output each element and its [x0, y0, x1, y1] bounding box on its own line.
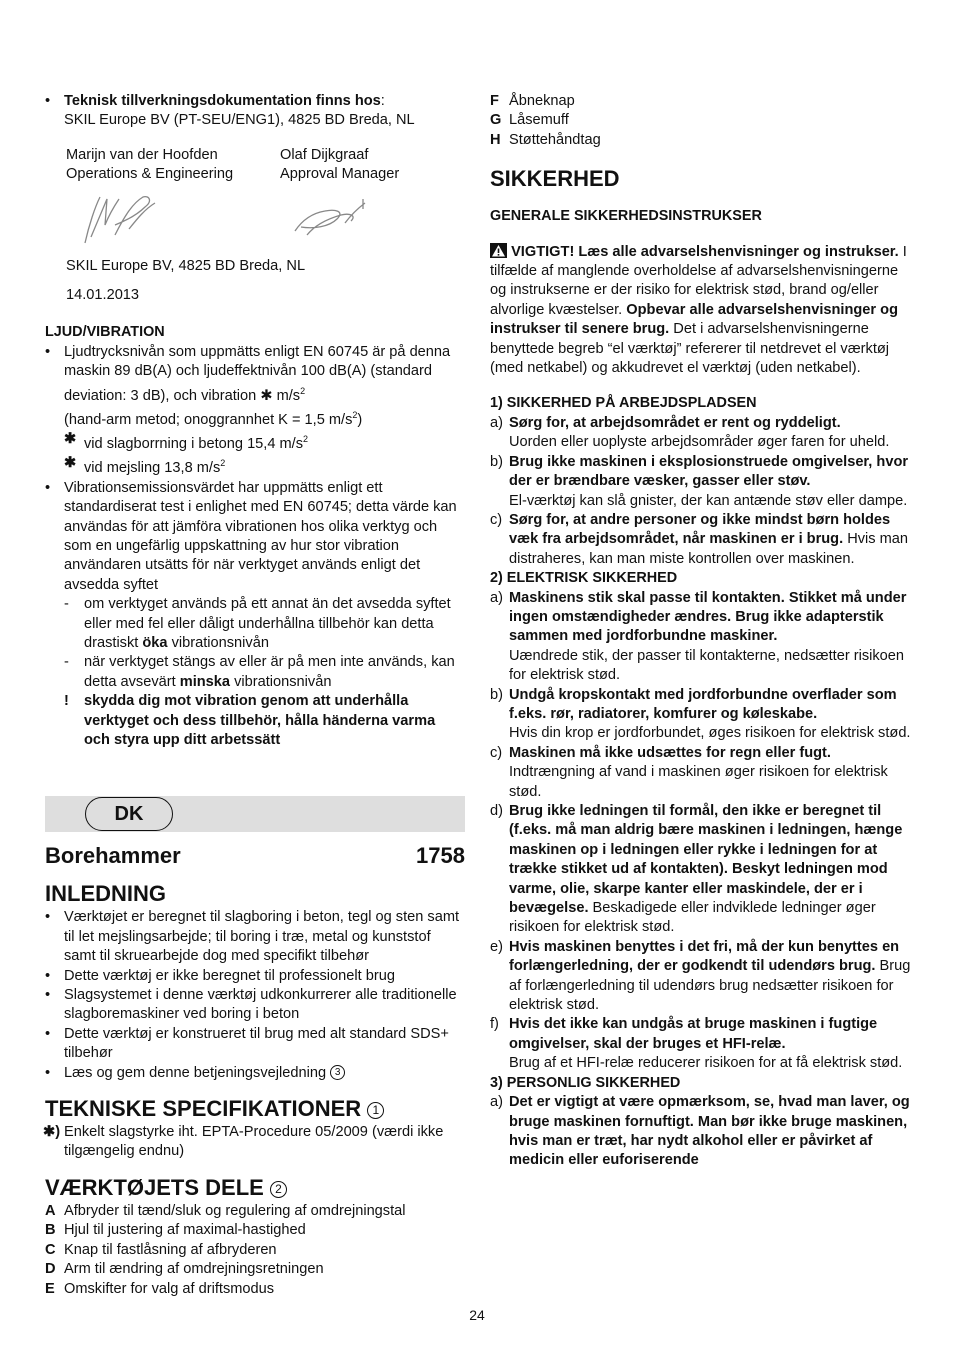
- signature1-icon: [85, 196, 155, 242]
- ljud-dash-2: - när verktyget stängs av eller är på men inte används, kan detta avsevärt minska vibrationsnivån: [64, 654, 455, 690]
- list-item: H Støttehåndtag: [490, 131, 601, 148]
- list-item: D Arm til ændring af omdrejningsretningen: [45, 1261, 324, 1278]
- asterisk-icon: ✱: [64, 431, 77, 448]
- inl-bullet-5: • Læs og gem denne betjeningsvejledning 3: [45, 1064, 465, 1083]
- signers: [45, 146, 465, 185]
- signature-images: [45, 185, 465, 257]
- list-item: a) Det er vigtigt at være opmærksom, se, hvad man laver, og bruge maskinen fornuftigt. Man bør ikke bruge maskinen, hvis man er træt, har nydt alkohol eller er påvirket af medicin eller euforiserende: [490, 1094, 910, 1169]
- ljud-bullet-1: • Ljudtrycksnivån som uppmätts enligt EN 60745 är på denna maskin 89 dB(A) och ljudeffektnivån 100 dB(A) (standard deviation: 3 dB), och vibration ✱ $m/s^2$ (hand-arm metod; onoggrannhet K = 1,5 $m/s^2$): [45, 343, 465, 430]
- signer1-name: Marijn van der Hoofden: [66, 146, 218, 163]
- tech-doc-bullet: • Teknisk tillverkningsdokumentation finns hos: SKIL Europe BV (PT-SEU/ENG1), 4825 BD Breda, NL: [45, 92, 465, 131]
- list-item: a) Sørg for, at arbejdsområdet er rent og ryddeligt. Uorden eller uoplyste arbejdsområder øger faren for uheld.: [490, 414, 890, 451]
- tech-note: ✱) Enkelt slagstyrke iht. EPTA-Procedure 05/2009 (værdi ikke tilgængelig endnu): [43, 1124, 444, 1160]
- page-number: 24: [469, 1307, 485, 1323]
- ljud-exclamation: ! skydda dig mot vibration genom att underhålla verktyget och dess tillbehör, hålla händerna varma och styra upp ditt arbetssätt: [64, 693, 436, 748]
- list-item: C Knap til fastlåsning af afbryderen: [45, 1241, 277, 1258]
- list-item: a) Maskinens stik skal passe til kontakten. Stikket må under ingen omstændigheder ændres. Brug ikke adapterstik sammen med jordforbundne maskiner. Uændrede stik, der passer til kontakterne, nedsætter risikoen for elektrisk stød.: [490, 589, 907, 684]
- list-item: G Låsemuff: [490, 112, 569, 129]
- language-code-badge: DK: [85, 797, 173, 831]
- figure-ref-3: 3: [330, 1065, 345, 1080]
- inl-bullet-1: • Værktøjet er beregnet til slagboring i beton, tegl og sten samt til let mejslingsarbejde; til boring i træ, metal og kunststof samt til skruearbejde dog med specifikt tilbehør: [45, 908, 465, 966]
- asterisk-icon: ✱: [64, 455, 77, 472]
- inl-bullet-4: • Dette værktøj er konstrueret til brug med alt standard SDS+ tilbehør: [45, 1025, 465, 1064]
- list-item: e) Hvis maskinen benyttes i det fri, må der kun benyttes en forlængerledning, der er godkendt til udendørs brug. Brug af forlængerledning til udendørs brug nedsætter risikoen for elektrisk stød.: [490, 938, 911, 1014]
- inl-bullet-3: • Slagsystemet i denne værktøj udkonkurrerer alle traditionelle slagboremaskiner ved boring i beton: [45, 986, 465, 1025]
- parts-list-left: [45, 1202, 465, 1299]
- language-band: [45, 796, 465, 832]
- s3-heading: 3) PERSONLIG SIKKERHED: [490, 1074, 681, 1091]
- list-item: b) Undgå kropskontakt med jordforbundne overflader som f.eks. rør, radiatorer, komfurer og køleskabe. Hvis din krop er jordforbundet, øges risikoen for elektrisk stød.: [490, 686, 911, 742]
- list-item: A Afbryder til tænd/sluk og regulering af omdrejningstal: [45, 1202, 406, 1219]
- signer2-title: Approval Manager: [280, 166, 400, 183]
- parts-list-right: [490, 92, 915, 150]
- company-line: SKIL Europe BV, 4825 BD Breda, NL: [66, 257, 306, 274]
- product-heading: [45, 842, 465, 870]
- signatures: [45, 185, 465, 257]
- general-heading: GENERALE SIKKERHEDSINSTRUKSER: [490, 208, 762, 225]
- figure-ref-1: 1: [367, 1102, 384, 1119]
- product-number: 1758: [416, 843, 465, 869]
- ljud-star-2: ✱ vid mejsling 13,8 $m/s^2$: [64, 455, 226, 477]
- left-column: [45, 92, 465, 1299]
- s1-heading: 1) SIKKERHED PÅ ARBEJDSPLADSEN: [490, 395, 757, 412]
- warning-triangle-icon: [490, 243, 507, 258]
- inl-bullet-2: • Dette værktøj er ikke beregnet til professionelt brug: [45, 967, 465, 986]
- ljud-heading: LJUD/VIBRATION: [45, 324, 165, 341]
- figure-ref-2: 2: [270, 1181, 287, 1198]
- ljud-dash-1: - om verktyget används på ett annat än det avsedda syftet eller med fel eller dåligt underhållna tillbehör kan detta drastiskt öka vibrationsnivån: [64, 596, 451, 651]
- ljud-star-1: ✱ vid slagborrning i betong 15,4 $m/s^2$: [64, 431, 309, 453]
- ljud-bullet-2: • Vibrationsemissionsvärdet har uppmätts enligt ett standardiserat test i enlighet med EN 60745; detta värde kan användas för att jämföra vibrationen hos olika verktyg och som en ungefärlig uppskattning av hur stor vibration användaren utsätts för när verktyget används enligt det avsedda syftet: [45, 479, 465, 595]
- list-item: c) Sørg for, at andre personer og ikke mindst børn holdes væk fra arbejdsområdet, når maskinen er i brug. Hvis man distraheres, kan man miste kontrollen over maskinen.: [490, 511, 909, 567]
- s2-heading: 2) ELEKTRISK SIKKERHED: [490, 570, 678, 587]
- inledning-title: INLEDNING: [45, 881, 166, 907]
- right-column: [490, 92, 915, 1171]
- signature2-icon: [295, 199, 365, 235]
- list-item: f) Hvis det ikke kan undgås at bruge maskinen i fugtige omgivelser, skal der bruges et HFI-relæ. Brug af et HFI-relæ reducerer risikoen for at få elektrisk stød.: [490, 1016, 903, 1072]
- tech-spec-title: TEKNISKE SPECIFIKATIONER 1: [45, 1095, 465, 1123]
- list-item: B Hjul til justering af maximal-hastighed: [45, 1222, 306, 1239]
- list-item: d) Brug ikke ledningen til formål, den ikke er beregnet til (f.eks. må man aldrig bære maskinen i ledningen, hænge maskinen op i ledningen eller rykke i ledningen for at trække stikket ud af kontakten). Beskyt ledningen mod varme, olie, skarpe kanter eller maskindele, der er i bevægelse. Beskadigede eller indviklede ledninger øger risikoen for elektrisk stød.: [490, 803, 903, 936]
- list-item: F Åbneknap: [490, 93, 575, 109]
- parts-title: VÆRKTØJETS DELE 2: [45, 1174, 465, 1202]
- sikkerhed-title: SIKKERHED: [490, 166, 620, 192]
- signer2-name: Olaf Dijkgraaf: [280, 146, 369, 163]
- warning-paragraph: VIGTIGT! Læs alle advarselshenvisninger og instrukser. I tilfælde af manglende overholdelse af advarselshenvisningerne og instrukserne er der risiko for elektrisk stød, brand og/eller alvorlige kvæstelser. Opbevar alle advarselshenvisninger og instrukser til senere brug. Det i advarselshenvisningerne benyttede begreb “el værktøj” refererer til netdrevet el værktøj (med netkabel) og akkudrevet el værktøj (uden netkabel).: [490, 243, 907, 377]
- list-item: E Omskifter for valg af driftsmodus: [45, 1280, 275, 1297]
- signature-date: 14.01.2013: [66, 287, 140, 304]
- signer1-title: Operations & Engineering: [66, 166, 234, 183]
- list-item: b) Brug ikke maskinen i eksplosionstruede omgivelser, hvor der er brændbare væsker, gasser eller støv. El-værktøj kan slå gnister, der kan antænde støv eller dampe.: [490, 453, 909, 509]
- list-item: c) Maskinen må ikke udsættes for regn eller fugt. Indtrængning af vand i maskinen øger risikoen for elektrisk stød.: [490, 744, 888, 800]
- exclamation-icon: !: [64, 693, 69, 710]
- product-name: Borehammer: [45, 843, 181, 869]
